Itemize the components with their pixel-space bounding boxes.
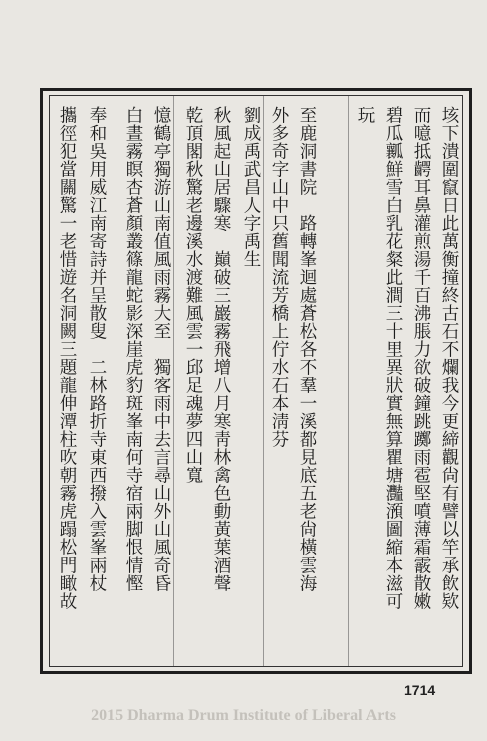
page-number: 1714	[404, 682, 436, 698]
column-rule	[263, 96, 264, 666]
text-column-3: 碧瓜瓤鮮雪白乳花粲此澗三十里異狀實無算瞿塘灩澦圖縮本滋可	[383, 106, 403, 610]
text-column-1: 垓下潰圍竄日此萬衡撞終古石不爛我今更締觀尙有譬以竿承飲欵	[439, 106, 459, 610]
text-frame-inner	[49, 95, 463, 667]
column-rule	[348, 96, 349, 666]
text-column-4: 玩	[355, 106, 375, 124]
text-frame	[40, 88, 472, 674]
text-column-5: 至鹿洞書院 路轉峯迴處蒼松各不羣一溪都見底五老尙橫雲海	[297, 106, 317, 592]
text-column-11: 白晝霧瞑杏蒼顏叢篠龍蛇影深崖虎豹斑峯南何寺宿兩脚恨情慳	[123, 106, 143, 592]
text-column-8: 秋風起山居驟寒 巔破三巖霧飛增八月寒靑林禽色動黃葉酒聲	[211, 106, 231, 592]
text-column-6: 外多奇字山中只舊聞流芳橋上佇水石本淸芬	[269, 106, 289, 448]
watermark: 2015 Dharma Drum Institute of Liberal Arts	[91, 707, 396, 724]
text-column-9: 乾頂閣秋驚老邊溪水渡難風雲一邱足魂夢四山寬	[183, 106, 203, 484]
text-column-10: 憶鶴亭獨游山南值風雨霧大至 獨客雨中去言尋山外山風奇昏	[151, 106, 171, 592]
text-column-13: 攜徑犯當關驚一老惜遊名洞闕三題龍伸潭柱吹朝霧虎蹋松門瞰故	[57, 106, 77, 610]
text-column-2: 而噫抵齶耳鼻灌煎湯千百沸脹力欲破鐘跳躑雨雹堅噴薄霜霰散嫩	[411, 106, 431, 610]
text-column-7: 劉成禹武昌人字禹生	[241, 106, 261, 268]
text-column-12: 奉和吳用威江南寄詩并呈散叟 二林路折寺東西撥入雲峯兩杖	[87, 106, 107, 592]
header-rule	[40, 58, 472, 90]
column-rule	[173, 96, 174, 666]
